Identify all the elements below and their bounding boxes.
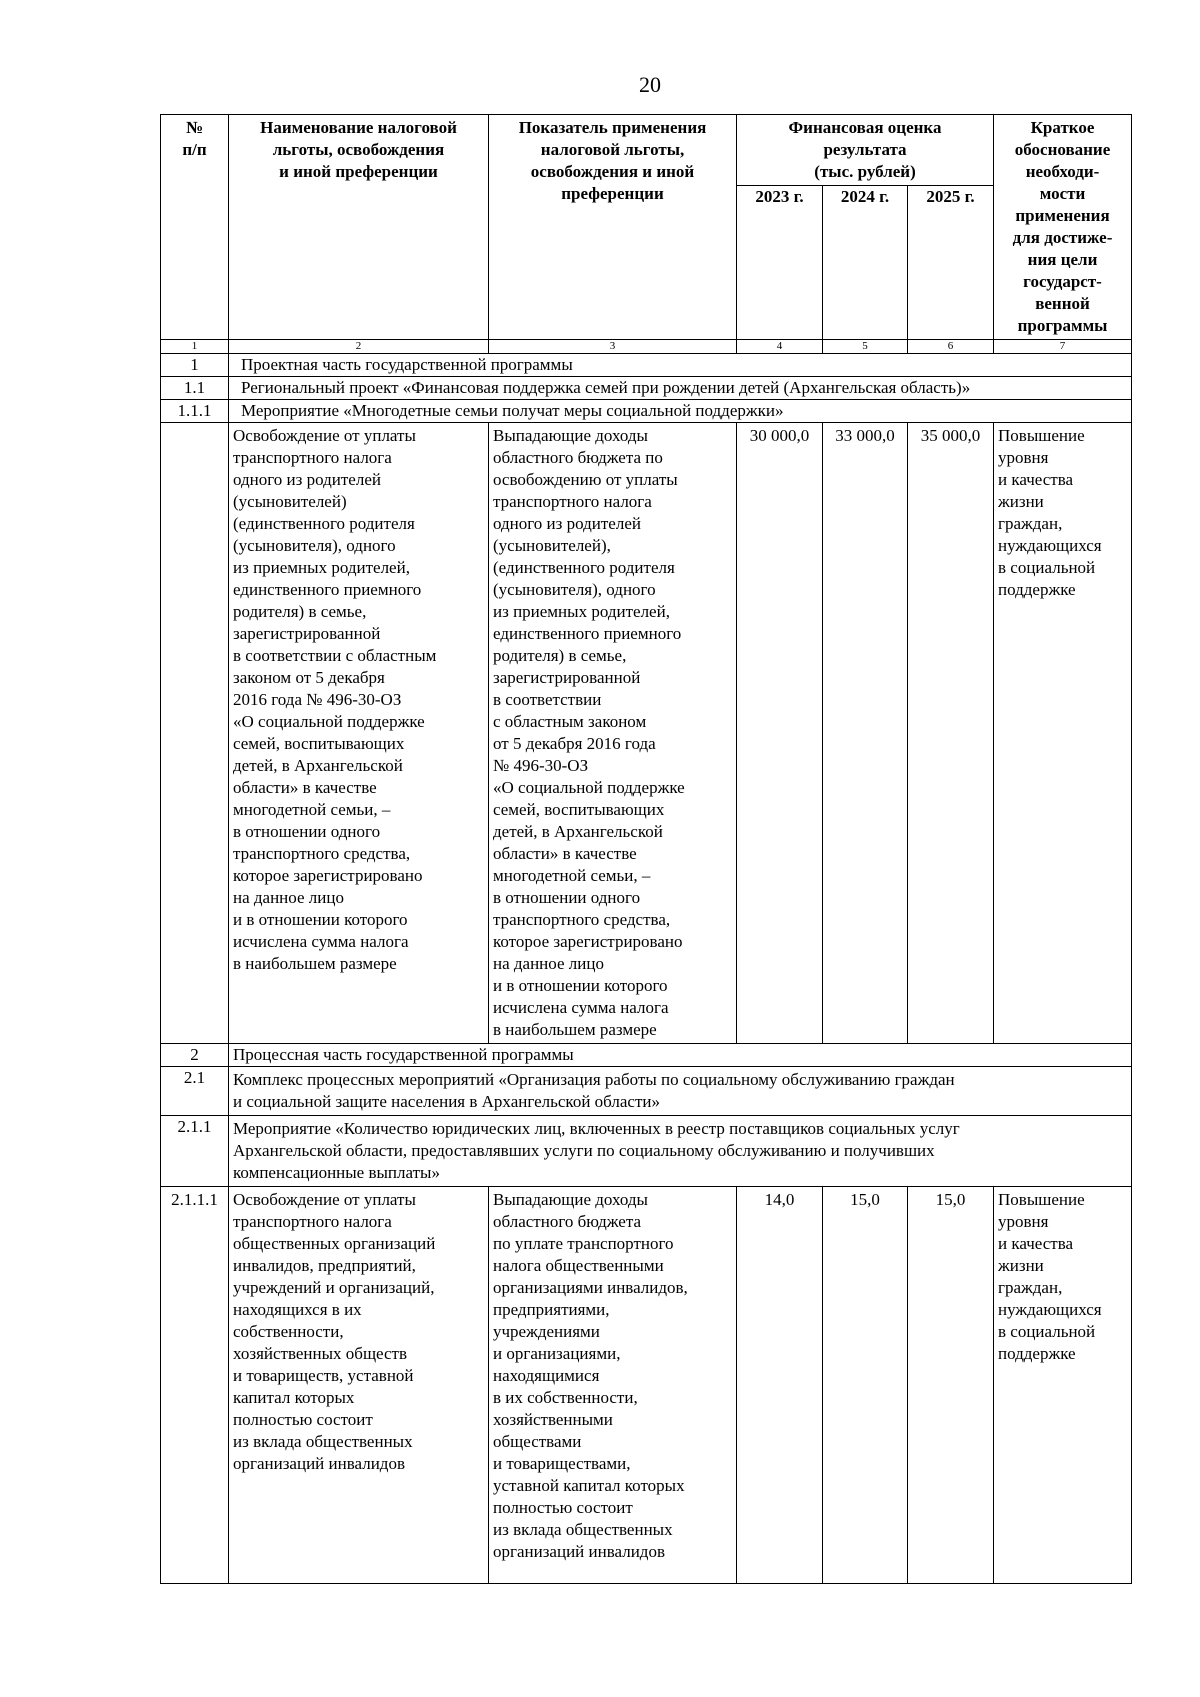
benefit-indicator: Выпадающие доходы областного бюджета по освобождению от уплаты транспортного налога одного из родителей (усыновителей), (единственного родителя (усыновителя), одного из приемных родителей, единственного приемного родителя) в семье, зарегистрированной в соответствии с областным законом от 5 декабря 2016 года № 496-30-ОЗ «О социальной поддержке семей, воспитывающих детей, в Архангельской области» в качестве многодетной семьи, – в отношении одного транспортного средства, которое зарегистрировано на данное лицо и в отношении которого исчислена сумма налога в наибольшем размере [489,423,737,1044]
complex-row [161,1067,1132,1116]
section-row [161,354,1132,377]
value-2025: 15,0 [908,1187,994,1584]
value-2025: 35 000,0 [908,423,994,1044]
header-indicator: Показатель применения налоговой льготы, освобождения и иной преференции [489,115,737,340]
benefit-row [161,423,1132,1044]
header-justification: Краткое обоснование необходи- мости применения для достиже- ния цели государст- венной программы [994,115,1132,340]
section-title: Процессная часть государственной программы [229,1044,1132,1067]
row-number [161,423,229,1044]
header-year-2023: 2023 г. [737,186,823,340]
row-number: 1.1.1 [161,400,229,423]
benefit-row [161,1187,1132,1584]
value-2023: 14,0 [737,1187,823,1584]
row-number: 2.1 [161,1067,229,1116]
benefit-justification: Повышение уровня и качества жизни граждан, нуждающихся в социальной поддержке [994,1187,1132,1584]
row-number: 1.1 [161,377,229,400]
project-row [161,377,1132,400]
header-finance: Финансовая оценка результата (тыс. рублей) [737,115,994,186]
value-2024: 33 000,0 [823,423,908,1044]
project-title: Региональный проект «Финансовая поддержка семей при рождении детей (Архангельская область)» [229,377,1132,400]
column-number: 6 [908,340,994,354]
row-number: 2 [161,1044,229,1067]
benefit-name: Освобождение от уплаты транспортного налога одного из родителей (усыновителей) (единственного родителя (усыновителя), одного из приемных родителей, единственного приемного родителя) в семье, зарегистрированной в соответствии с областным законом от 5 декабря 2016 года № 496-30-ОЗ «О социальной поддержке семей, воспитывающих детей, в Архангельской области» в качестве многодетной семьи, – в отношении одного транспортного средства, которое зарегистрировано на данное лицо и в отношении которого исчислена сумма налога в наибольшем размере [229,423,489,1044]
column-number: 5 [823,340,908,354]
column-number: 1 [161,340,229,354]
benefit-justification: Повышение уровня и качества жизни граждан, нуждающихся в социальной поддержке [994,423,1132,1044]
measure-title: Мероприятие «Количество юридических лиц, включенных в реестр поставщиков социальных услуг Архангельской области, предоставлявших услуги по социальному обслуживанию и получивших компенсационные выплаты» [229,1116,1132,1187]
header-year-2024: 2024 г. [823,186,908,340]
tax-benefits-table [160,114,1132,1584]
column-number: 2 [229,340,489,354]
benefit-indicator: Выпадающие доходы областного бюджета по уплате транспортного налога общественными организациями инвалидов, предприятиями, учреждениями и организациями, находящимися в их собственности, хозяйственными обществами и товариществами, уставной капитал которых полностью состоит из вклада общественных организаций инвалидов [489,1187,737,1584]
column-number: 3 [489,340,737,354]
benefit-name: Освобождение от уплаты транспортного налога общественных организаций инвалидов, предприятий, учреждений и организаций, находящихся в их собственности, хозяйственных обществ и товариществ, уставной капитал которых полностью состоит из вклада общественных организаций инвалидов [229,1187,489,1584]
measure-row [161,400,1132,423]
complex-title: Комплекс процессных мероприятий «Организация работы по социальному обслуживанию граждан и социальной защите населения в Архангельской области» [229,1067,1132,1116]
column-number: 4 [737,340,823,354]
value-2023: 30 000,0 [737,423,823,1044]
header-name: Наименование налоговой льготы, освобождения и иной преференции [229,115,489,340]
column-number: 7 [994,340,1132,354]
measure-title: Мероприятие «Многодетные семьи получат меры социальной поддержки» [229,400,1132,423]
row-number: 1 [161,354,229,377]
header-num: № п/п [161,115,229,340]
row-number: 2.1.1 [161,1116,229,1187]
section-row [161,1044,1132,1067]
section-title: Проектная часть государственной программы [229,354,1132,377]
value-2024: 15,0 [823,1187,908,1584]
column-number-row [161,340,1132,354]
header-year-2025: 2025 г. [908,186,994,340]
row-number: 2.1.1.1 [161,1187,229,1584]
measure-row [161,1116,1132,1187]
header-row [161,115,1132,186]
page-number: 20 [639,72,661,97]
